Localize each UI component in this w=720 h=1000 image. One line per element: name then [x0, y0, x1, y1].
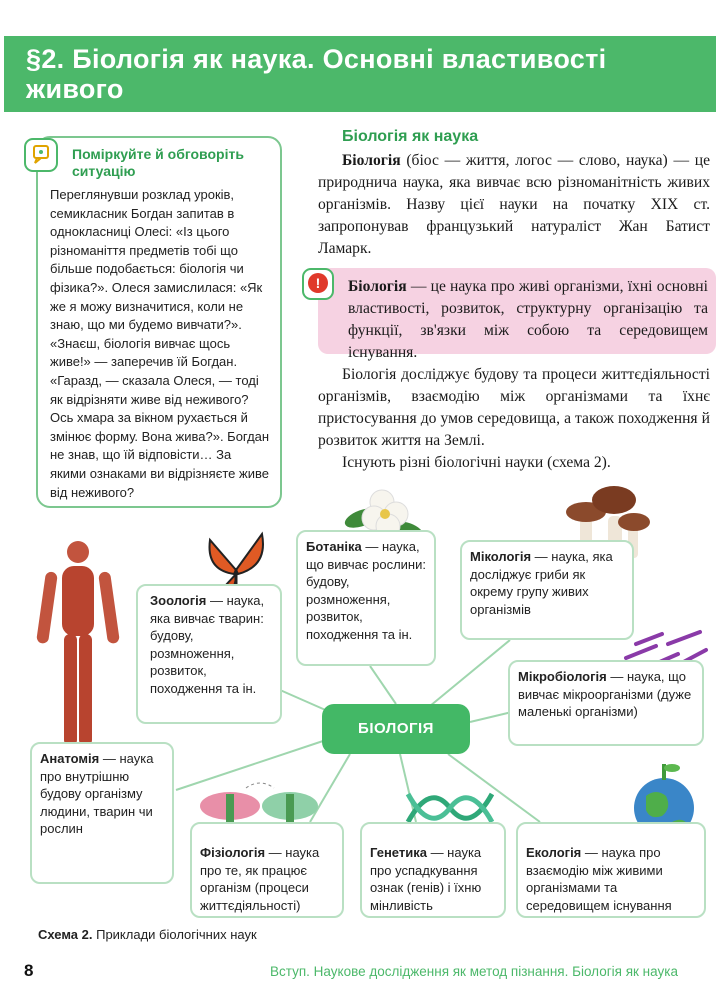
botany-desc: — наука, що вивчає рослини: будову, розмноження, розвиток, походження та ін. [306, 539, 426, 642]
genetics-node [360, 822, 506, 918]
intro-paragraph [318, 150, 710, 260]
scheme-caption [38, 927, 257, 942]
microbiology-name: Мікробіологія [518, 669, 607, 684]
intro-term: Біологія [342, 152, 401, 169]
research-paragraph: Біологія досліджує будову та процеси життєдіяльності організмів, взаємодію між організмами та їхнє пристосування до умов середовища, а також походження й розвиток життя на Землі. [318, 366, 710, 449]
anatomy-name: Анатомія [40, 751, 100, 766]
sciences-paragraph: Існують різні біологічні науки (схема 2). [342, 454, 611, 471]
intro-text: (біос — життя, логос — слово, наука) — це природнича наука, яка вивчає всю різноманітність живих організмів. Назву цієї науки на початку XIX ст. запропонував французький натураліст Жан Батист Ламарк. [318, 152, 710, 257]
footer-text: Вступ. Наукове дослідження як метод пізнання. Біологія як наука [270, 964, 678, 979]
botany-node [296, 530, 436, 666]
microbiology-desc: — наука, що вивчає мікроорганізми (дуже маленькі організми) [518, 669, 692, 719]
zoology-node [136, 584, 282, 724]
mycology-name: Мікологія [470, 549, 532, 564]
anatomy-node [30, 742, 174, 884]
page-title: §2. Біологія як наука. Основні властивості живого [26, 44, 607, 104]
ecology-desc: — наука про взаємодію між живими організмами та середовищем існування [526, 845, 672, 913]
definition-text: — це наука про живі організми, їхні основні властивості, розвиток, структурну організацію та функції, зв'язки між собою та середовищем існування. [348, 278, 708, 361]
genetics-name: Генетика [370, 845, 427, 860]
mycology-node [460, 540, 634, 640]
physiology-node [190, 822, 344, 918]
section-title-bar [4, 36, 716, 112]
human-anatomy-icon [36, 538, 120, 756]
botany-name: Ботаніка [306, 539, 362, 554]
definition-term: Біологія [348, 278, 407, 295]
physiology-desc: — наука про те, як працює організм (процеси життєдіяльності) [200, 845, 320, 913]
physiology-name: Фізіологія [200, 845, 266, 860]
discussion-icon [24, 138, 58, 172]
page-number: 8 [24, 961, 34, 980]
zoology-name: Зоологія [150, 593, 207, 608]
intro-column [318, 128, 710, 260]
genetics-desc: — наука про успадкування ознак (генів) і їхню мінливість [370, 845, 482, 913]
ecology-node [516, 822, 706, 918]
biology-center-node: БІОЛОГІЯ [322, 704, 470, 754]
discussion-heading: Поміркуйте й обговоріть ситуацію [72, 146, 244, 179]
zoology-desc: — наука, яка вивчає тварин: будову, розмноження, розвиток, походження та ін. [150, 593, 265, 696]
body-paragraphs [318, 364, 710, 474]
caption-text: Приклади біологічних наук [92, 927, 257, 942]
discussion-box [36, 136, 282, 508]
microbiology-node [508, 660, 704, 746]
ecology-name: Екологія [526, 845, 582, 860]
definition-paragraph [348, 276, 708, 364]
mycology-desc: — наука, яка досліджує гриби як окрему групу живих організмів [470, 549, 613, 617]
definition-box [315, 268, 716, 361]
subsection-title: Біологія як наука [342, 128, 479, 145]
caption-label: Схема 2. [38, 927, 93, 942]
anatomy-desc: — наука про внутрішню будову організму людини, тварин чи рослин [40, 751, 154, 836]
discussion-text: Переглянувши розклад уроків, семикласник Богдан запитав в однокласниці Олесі: «Із цього різноманіття предметів тобі що більше подобається: біологія чи фізика?». Олеся замислилася: «Як же я можу визначитися, коли не знаю, що ми будемо вивчати?». «Знаєш, біологія вивчає щось живе!» — заперечив їй Богдан. «Гаразд, — сказала Олеся, — тоді як відрізняти живе від неживого? Ось хмара за вікном рухається й змінює форму. Вона жива?». Богдан не знав, що їй відповісти… За якими ознаками ви відрізняєте живе від неживого? [50, 187, 270, 500]
exclamation-icon: ! [302, 268, 334, 300]
